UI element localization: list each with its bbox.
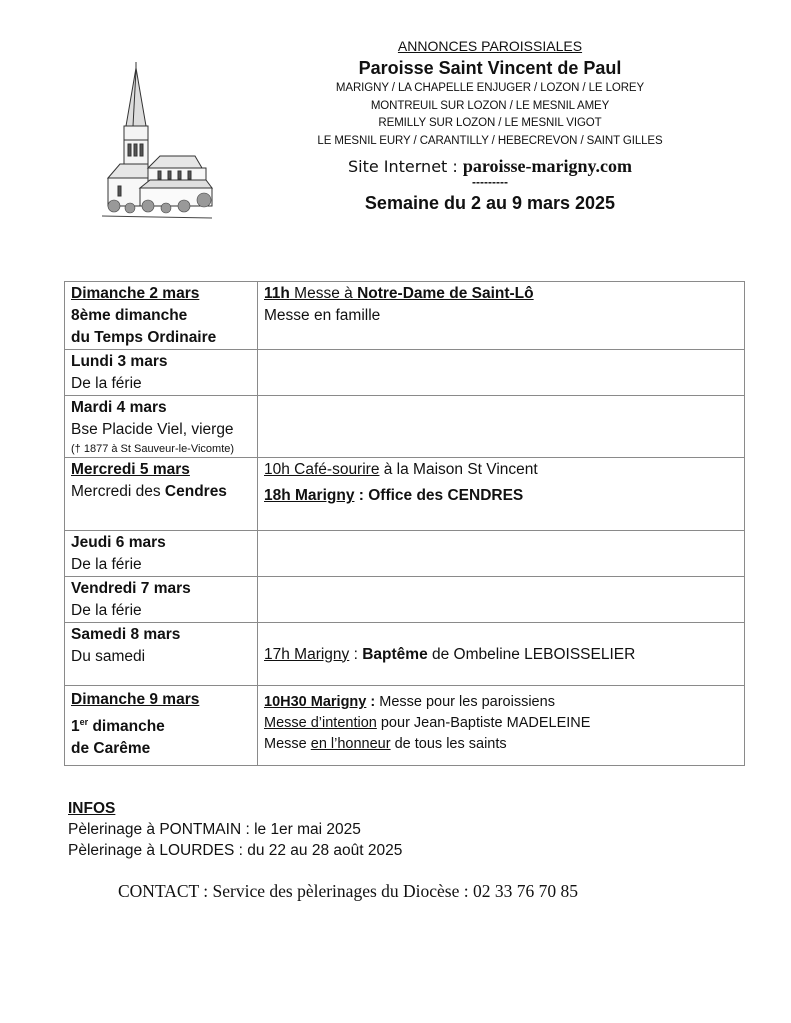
table-row: [65, 396, 745, 458]
day-label: Lundi 3 mars: [71, 353, 168, 370]
event-text: Messe pour les paroissiens: [375, 694, 555, 710]
website-line: [290, 156, 690, 177]
day-label: Dimanche 2 mars: [71, 285, 200, 302]
day-note: [71, 481, 251, 503]
events-cell: [258, 350, 745, 396]
event-link: 10h Café-sourire: [264, 461, 380, 478]
parish-name: Paroisse Saint Vincent de Paul: [358, 58, 622, 78]
day-cell: [65, 623, 258, 686]
events-cell: [258, 531, 745, 577]
events-cell: [258, 623, 745, 686]
event-text: à la Maison St Vincent: [379, 461, 538, 478]
infos-heading: INFOS: [68, 800, 116, 817]
event-text: : Office des CENDRES: [354, 487, 524, 504]
table-row: [65, 623, 745, 686]
event-text: de Ombeline LEBOISSELIER: [427, 645, 636, 663]
town-list-line: REMILLY SUR LOZON / LE MESNIL VIGOT: [378, 117, 602, 129]
table-row: [65, 686, 745, 766]
document-title: ANNONCES PAROISSIALES: [397, 38, 583, 54]
day-label: Vendredi 7 mars: [71, 580, 191, 597]
events-cell: [258, 396, 745, 458]
event-link: Messe d’intention: [264, 715, 377, 731]
separator: ---------: [472, 175, 508, 189]
table-row: [65, 350, 745, 396]
table-row: [65, 458, 745, 531]
table-row: [65, 577, 745, 623]
town-list-line: MARIGNY / LA CHAPELLE ENJUGER / LOZON / LE LOREY: [335, 82, 645, 94]
day-note: 8ème dimanche: [71, 307, 188, 324]
day-cell: [65, 686, 258, 766]
day-label: Jeudi 6 mars: [71, 534, 166, 551]
event-time: 11h: [264, 285, 290, 302]
info-line: Pèlerinage à LOURDES : du 22 au 28 août 2025: [68, 842, 403, 859]
event-line: Messe en famille: [264, 307, 381, 324]
event-text: de tous les saints: [390, 736, 507, 752]
day-cell: [65, 282, 258, 350]
event-line: [264, 734, 738, 755]
town-list-line: LE MESNIL EURY / CARANTILLY / HEBECREVON / SAINT GILLES: [317, 134, 663, 147]
day-note: Bse Placide Viel, vierge: [71, 421, 234, 438]
ordinal-suffix: er: [79, 717, 89, 727]
event-line: [264, 692, 738, 713]
event-link: 10H30 Marigny: [264, 694, 367, 710]
day-cell: [65, 350, 258, 396]
events-cell: [258, 458, 745, 531]
week-title: Semaine du 2 au 9 mars 2025: [364, 193, 616, 213]
day-note-bold: Cendres: [164, 483, 227, 500]
church-illustration-icon: [100, 60, 225, 225]
day-note: De la férie: [71, 602, 142, 619]
contact-line: CONTACT : Service des pèlerinages du Diocèse : 02 33 76 70 85: [118, 881, 578, 901]
event-text: Messe à: [289, 285, 358, 302]
event-text: :: [349, 645, 363, 663]
day-label: Dimanche 9 mars: [71, 691, 200, 708]
event-link: 18h Marigny: [264, 487, 355, 504]
events-cell: [258, 282, 745, 350]
event-line: [264, 459, 738, 481]
day-note: [71, 711, 251, 738]
website-label: Site Internet :: [347, 157, 463, 176]
day-note-small: († 1877 à St Sauveur-le-Vicomte): [71, 443, 235, 455]
event-line: [264, 485, 738, 507]
events-cell: [258, 577, 745, 623]
info-line: Pèlerinage à PONTMAIN : le 1er mai 2025: [68, 821, 361, 838]
day-note: De la férie: [71, 556, 142, 573]
town-list-line: MONTREUIL SUR LOZON / LE MESNIL AMEY: [370, 99, 610, 112]
day-label: Mercredi 5 mars: [71, 461, 190, 478]
event-link: 17h Marigny: [264, 645, 350, 663]
event-line: [264, 283, 738, 305]
event-bold: Baptême: [362, 645, 428, 663]
schedule-table: [64, 281, 745, 766]
day-cell: [65, 577, 258, 623]
day-cell: [65, 396, 258, 458]
announcement-header: [290, 36, 690, 217]
day-note-text: dimanche: [88, 718, 165, 736]
event-line: [264, 713, 738, 734]
infos-section: [68, 798, 402, 861]
ordinal: 1: [71, 718, 80, 736]
event-text: pour Jean-Baptiste MADELEINE: [376, 715, 591, 731]
event-text: Messe: [264, 736, 311, 752]
day-label: Mardi 4 mars: [71, 399, 167, 416]
event-colon: :: [366, 694, 376, 710]
day-note: de Carême: [71, 740, 151, 758]
events-cell: [258, 686, 745, 766]
table-row: [65, 531, 745, 577]
day-note: du Temps Ordinaire: [71, 329, 217, 346]
table-row: [65, 282, 745, 350]
day-cell: [65, 531, 258, 577]
day-label: Samedi 8 mars: [71, 626, 181, 643]
day-cell: [65, 458, 258, 531]
website-link[interactable]: paroisse-marigny.com: [462, 156, 633, 176]
event-line: [264, 644, 738, 666]
day-note: Du samedi: [71, 648, 146, 665]
event-link: en l’honneur: [310, 736, 391, 752]
event-place: Notre-Dame de Saint-Lô: [357, 285, 534, 302]
day-note: De la férie: [71, 375, 142, 392]
day-note-text: Mercredi des: [71, 483, 165, 500]
